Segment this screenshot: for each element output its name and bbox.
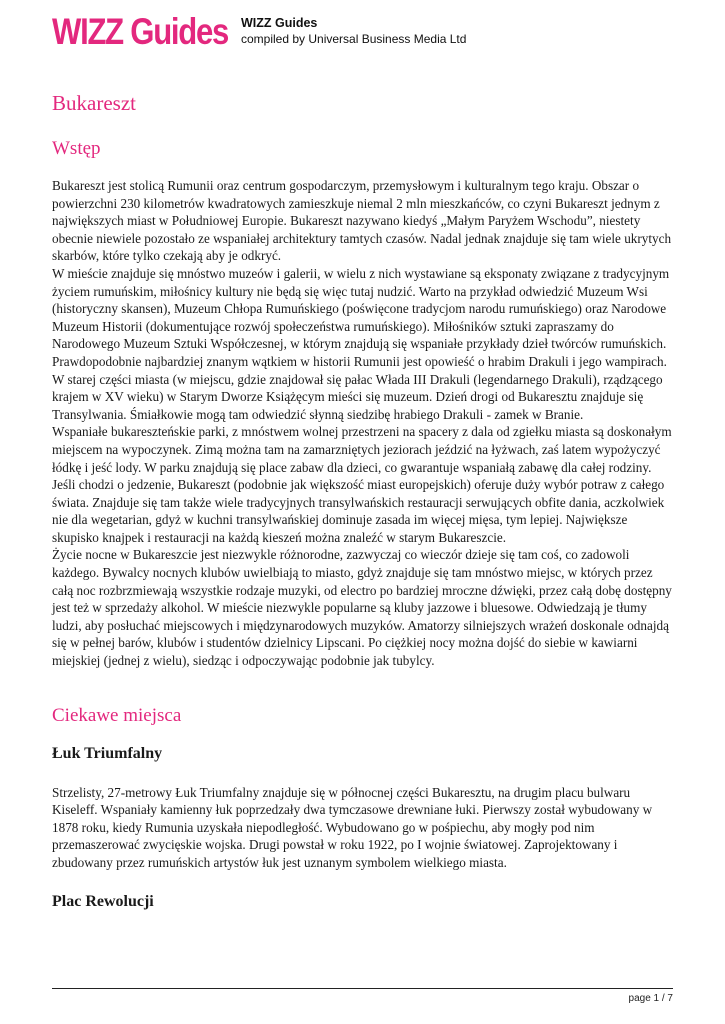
paragraph: Jeśli chodzi o jedzenie, Bukareszt (podobnie jak większość miast europejskich) oferuje duży wybór potraw z całego świata. Znajduje się tam także wiele tradycyjnych transylwańskich restauracji serwujących obfite dania, aczkolwiek nie dla wegetarian, gdyż w kuchni transylwańskiej dominuje zasada im więcej mięsa, tym lepiej. Największe skupisko knajpek i restauracji na każdą kieszeń można znaleźć w starym Bukareszcie. (52, 477, 665, 545)
subsection-heading-luk-triumfalny: Łuk Triumfalny (52, 744, 163, 762)
section-heading-wstep: Wstęp (52, 138, 101, 159)
paragraph: Życie nocne w Bukareszcie jest niezwykle różnorodne, zazwyczaj co wieczór dzieje się tam coś, co zadowoli każdego. Bywalcy nocnych klubów uwielbiają to miasto, gdyż znajduje się tam mnóstwo miejsc, w których przez całą noc rozbrzmiewają wszystkie rodzaje muzyki, od electro po bardziej mroczne dźwięki, przez całą dobę dostępny jest też w sprzedaży alkohol. W mieście niezwykle popularne są kluby jazzowe i bluesowe. Odwiedzają je tłumy ludzi, aby posłuchać miejscowych i międzynarodowych muzyków. Amatorzy silniejszych wrażeń doskonale odnajdą się w pełnej barów, klubów i studentów dzielnicy Lipscani. Po ciężkiej nocy można dojść do siebie w kawiarni miejskiej (jednej z wielu), siedząc i odpoczywając podobnie jak tubylcy. (52, 547, 672, 669)
section-heading-ciekawe-miejsca: Ciekawe miejsca (52, 704, 182, 726)
document-title: Bukareszt (52, 91, 136, 115)
paragraph: Prawdopodobnie najbardziej znanym wątkiem w historii Rumunii jest opowieść o hrabim Drakuli i jego wampirach. W starej części miasta (w miejscu, gdzie znajdował się pałac Włada III Drakuli (legendarnego Drakuli), rządzącego krajem w XV wieku) w Starym Dworze Książęcym mieści się muzeum. Dzień drogi od Bukaresztu znajduje się Transylwania. Śmiałkowie mogą tam odwiedzić słynną siedzibę hrabiego Drakuli - zamek w Branie. (52, 353, 667, 422)
header-text-block (241, 15, 466, 47)
paragraph-luk-triumfalny: Strzelisty, 27-metrowy Łuk Triumfalny znajduje się w północnej części Bukaresztu, na drugim placu bulwaru Kiseleff. Wspaniały kamienny łuk poprzedzały dwa tymczasowe drewniane łuki. Pierwszy został wybudowany w 1878 roku, kiedy Rumunia uzyskała niepodległość. Wybudowano go w pośpiechu, aby mogły pod nim przemaszerować zwycięskie wojska. Drugi powstał w roku 1922, po I wojnie światowej. Zaprojektowany i zbudowany przez rumuńskich artystów łuk jest uznanym symbolem wielkiego miasta. (52, 784, 653, 870)
paragraph: Wspaniałe bukareszteńskie parki, z mnóstwem wolnej przestrzeni na spacery z dala od zgiełku miasta są doskonałym miejscem na wypoczynek. Zimą można tam na zamarzniętych jeziorach jeździć na łyżwach, zaś latem wypożyczyć łódkę i jeść lody. W parku znajdują się place zabaw dla dzieci, co gwarantuje wspaniałą zabawę dla całej rodziny. (52, 424, 672, 475)
page-number: page 1 / 7 (628, 993, 673, 1004)
intro-paragraphs (52, 177, 677, 670)
footer-divider (52, 988, 673, 989)
wizz-guides-logo: WIZZ Guides (52, 11, 229, 52)
header-subtitle: compiled by Universal Business Media Ltd (241, 32, 467, 46)
paragraph: W mieście znajduje się mnóstwo muzeów i galerii, w wielu z nich wystawiane są eksponaty związane z tradycyjnym życiem rumuńskim, miłośnicy kultury nie będą się więc tutaj nudzić. Warto na przykład odwiedzić Muzeum Wsi (historyczny skansen), Muzeum Chłopa Rumuńskiego (poświęcone tradycjom narodu rumuńskiego) oraz Narodowe Muzeum Historii (dokumentujące rozwój społeczeństwa rumuńskiego). Miłośników sztuki zapraszamy do Narodowego Muzeum Sztuki Współczesnej, w którym znajdują się wspaniałe przykłady dzieł twórców rumuńskich. (52, 265, 670, 352)
page-header (52, 12, 672, 54)
document-body (52, 90, 677, 912)
header-title: WIZZ Guides (241, 16, 318, 30)
paragraph: Bukareszt jest stolicą Rumunii oraz centrum gospodarczym, przemysłowym i kulturalnym tego kraju. Obszar o powierzchni 230 kilometrów kwadratowych zamieszkuje niemal 2 mln mieszkańców, co czyni Bukareszt jednym z największych miast w Południowej Europie. Bukareszt nazywano kiedyś „Małym Paryżem Wschodu”, niestety obecnie niewiele pozostało ze wspaniałej architektury tamtych czasów. Nadal jednak znajduje się tam wiele ukrytych skarbów, które tylko czekają aby je odkryć. (52, 178, 672, 264)
subsection-heading-plac-rewolucji: Plac Rewolucji (52, 892, 154, 910)
